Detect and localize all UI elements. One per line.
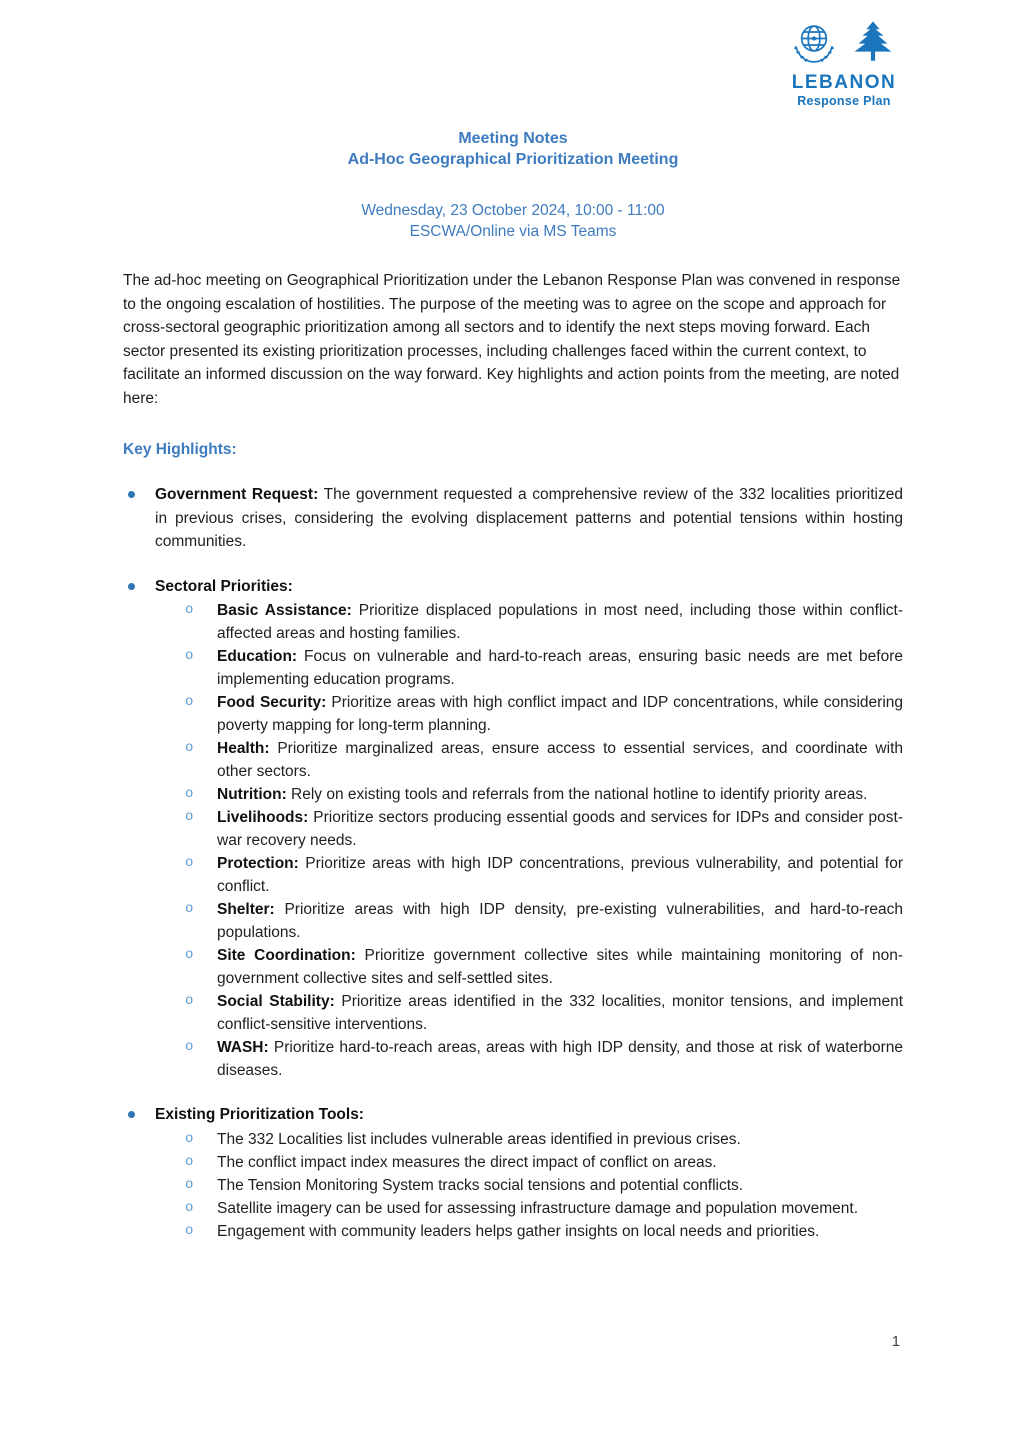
bullet-text: Sectoral Priorities: <box>155 577 293 595</box>
logo-org-name: LEBANON <box>791 72 897 93</box>
meeting-location: ESCWA/Online via MS Teams <box>409 223 617 240</box>
sub-bullet-text: Protection: Prioritize areas with high IDP concentrations, previous vulnerability, and potential for conflict. <box>217 855 903 895</box>
bullet-item <box>123 1103 903 1243</box>
bullet-item <box>123 483 903 554</box>
sub-bullet-item <box>155 990 903 1036</box>
bullet-text: Existing Prioritization Tools: <box>155 1106 364 1123</box>
sub-bullet-text: Basic Assistance: Prioritize displaced populations in most need, including those within conflict-affected areas and hosting families. <box>217 602 903 642</box>
document-title-line2: Ad-Hoc Geographical Prioritization Meeting <box>347 151 679 168</box>
bullet-item <box>123 575 903 1083</box>
bullet-dot-icon <box>128 1111 135 1118</box>
circle-marker-icon: o <box>185 1039 194 1055</box>
sub-bullet-item <box>155 898 903 944</box>
circle-marker-icon: o <box>185 694 194 710</box>
sub-bullet-item <box>155 645 903 691</box>
sub-bullet-text: Shelter: Prioritize areas with high IDP density, pre-existing vulnerabilities, and hard-to-reach populations. <box>217 901 903 941</box>
logo-subtitle: Response Plan <box>797 94 891 108</box>
sub-bullet-text: Site Coordination: Prioritize government collective sites while maintaining monitoring of non-government collective sites and self-settled sites. <box>217 947 903 987</box>
sub-bullet-text: WASH: Prioritize hard-to-reach areas, areas with high IDP density, and those at risk of waterborne diseases. <box>217 1039 903 1079</box>
sub-bullet-text: Education: Focus on vulnerable and hard-to-reach areas, ensuring basic needs are met before implementing education programs. <box>217 648 903 688</box>
document-body <box>123 128 903 1243</box>
logo-icons <box>782 20 906 70</box>
circle-marker-icon: o <box>185 1130 194 1147</box>
bullet-dot-icon <box>128 583 135 590</box>
sub-bullet-text: Food Security: Prioritize areas with high conflict impact and IDP concentrations, while considering poverty mapping for long-term planning. <box>217 694 903 734</box>
bullet-text: Government Request: The government requested a comprehensive review of the 332 localities prioritized in previous crises, considering the evolving displacement patterns and potential tensions within hosting communities. <box>155 486 903 550</box>
circle-marker-icon: o <box>185 1199 194 1216</box>
sub-bullet-item <box>155 1197 903 1220</box>
un-emblem-icon <box>788 20 840 70</box>
sub-bullet-item <box>155 691 903 737</box>
circle-marker-icon: o <box>185 1222 194 1239</box>
sub-bullet-text: The conflict impact index measures the direct impact of conflict on areas. <box>217 1153 717 1171</box>
cedar-tree-icon <box>846 20 900 70</box>
circle-marker-icon: o <box>185 740 194 756</box>
lebanon-response-plan-logo <box>782 20 906 108</box>
circle-marker-icon: o <box>185 1176 194 1193</box>
sub-bullet-item <box>155 599 903 645</box>
sub-bullet-item <box>155 1128 903 1151</box>
sub-bullet-item <box>155 1036 903 1082</box>
circle-marker-icon: o <box>185 648 194 664</box>
sub-bullet-item <box>155 852 903 898</box>
sub-bullet-item <box>155 1174 903 1197</box>
sub-bullet-text: Nutrition: Rely on existing tools and referrals from the national hotline to identify priority areas. <box>217 786 868 803</box>
circle-marker-icon: o <box>185 993 194 1009</box>
sub-bullet-item <box>155 1220 903 1243</box>
circle-marker-icon: o <box>185 786 194 802</box>
sub-bullet-list <box>155 1128 903 1243</box>
key-highlights-heading: Key Highlights: <box>123 441 237 458</box>
meeting-datetime: Wednesday, 23 October 2024, 10:00 - 11:00 <box>361 202 665 219</box>
sub-bullet-text: The Tension Monitoring System tracks social tensions and potential conflicts. <box>217 1176 744 1194</box>
page-number: 1 <box>891 1334 900 1350</box>
document-title-line1: Meeting Notes <box>458 130 568 147</box>
circle-marker-icon: o <box>185 809 194 825</box>
sub-bullet-item <box>155 783 903 806</box>
sub-bullet-text: Social Stability: Prioritize areas identified in the 332 localities, monitor tensions, and implement conflict-sensitive interventions. <box>217 993 903 1033</box>
sub-bullet-item <box>155 806 903 852</box>
sub-bullet-item <box>155 944 903 990</box>
circle-marker-icon: o <box>185 602 194 618</box>
highlights-list <box>123 483 903 1243</box>
sub-bullet-text: Satellite imagery can be used for assessing infrastructure damage and population movement. <box>217 1199 859 1217</box>
sub-bullet-item <box>155 737 903 783</box>
sub-bullet-list <box>155 599 903 1082</box>
bullet-dot-icon <box>128 491 135 498</box>
sub-bullet-text: Health: Prioritize marginalized areas, ensure access to essential services, and coordinate with other sectors. <box>217 740 903 780</box>
sub-bullet-item <box>155 1151 903 1174</box>
circle-marker-icon: o <box>185 947 194 963</box>
sub-bullet-text: The 332 Localities list includes vulnerable areas identified in previous crises. <box>217 1130 741 1148</box>
circle-marker-icon: o <box>185 901 194 917</box>
sub-bullet-text: Livelihoods: Prioritize sectors producing essential goods and services for IDPs and consider post-war recovery needs. <box>217 809 903 849</box>
sub-bullet-text: Engagement with community leaders helps gather insights on local needs and priorities. <box>217 1222 820 1240</box>
circle-marker-icon: o <box>185 1153 194 1170</box>
intro-paragraph: The ad-hoc meeting on Geographical Prioritization under the Lebanon Response Plan was convened in response to the ongoing escalation of hostilities. The purpose of the meeting was to agree on the scope and approach for cross-sectoral geographic prioritization among all sectors and to identify the next steps moving forward. Each sector presented its existing prioritization processes, including challenges faced within the current context, to facilitate an informed discussion on the way forward. Key highlights and action points from the meeting, are noted here: <box>123 272 901 407</box>
circle-marker-icon: o <box>185 855 194 871</box>
